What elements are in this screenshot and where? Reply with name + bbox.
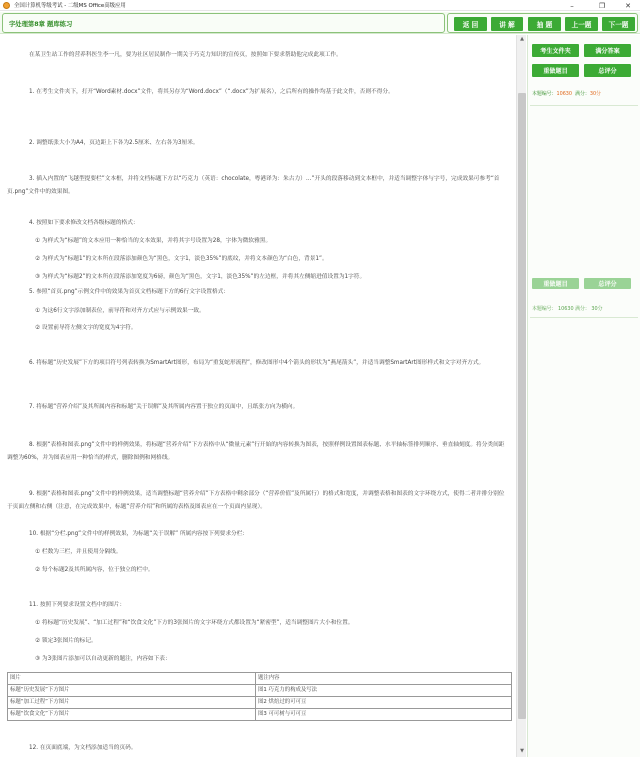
full-score-value: 30分 xyxy=(589,91,601,97)
close-icon[interactable]: ✕ xyxy=(625,1,631,10)
table-cell: 图3 可可树与可可豆 xyxy=(256,709,512,721)
question-item-10-2: ② 每个标题2及其所属内容，位于独立的栏中。 xyxy=(35,567,154,573)
caption-table xyxy=(7,672,512,721)
question-item-11-3: ③ 为3张图片添加可以自动更新的题注，内容如下表： xyxy=(35,656,171,662)
table-cell: 标题“历史发展”下方图片 xyxy=(8,685,256,697)
question-item-5: 5. 参照“首页.png”示例文件中的效果为首页文档标题下方的6行文字设置格式： xyxy=(29,289,230,295)
question-item-8: 8. 根据“表格和图表.png”文件中的样例效果，将标题“营养介绍”下方表格中从“微量元素”行开始的内容转换为图表，按照样例设置图表标题、水平轴标签排列顺序、垂直轴刻度。将分类间距调整为60%，并为图表应用一种恰当的样式，删除图例和网格线。 xyxy=(7,442,505,461)
question-item-10-1: ① 栏数为三栏，并且使用分隔线。 xyxy=(35,549,122,555)
next-question-button[interactable]: 下一题 xyxy=(602,17,635,31)
window-titlebar xyxy=(0,0,640,11)
question-id-value: 10630 xyxy=(556,91,573,97)
redo-question-button[interactable]: 重做题目 xyxy=(532,64,579,77)
ghost-redo-button: 重做题目 xyxy=(532,278,579,289)
question-item-11: 11. 按照下列要求设置文档中的图片： xyxy=(29,602,126,608)
table-cell: 图2 烘焙过的可可豆 xyxy=(256,697,512,709)
table-cell: 图1 巧克力的构成及写法 xyxy=(256,685,512,697)
question-item-12: 12. 在页面底端，为文档添加适当的页码。 xyxy=(29,745,137,751)
previous-question-button[interactable]: 上一题 xyxy=(565,17,598,31)
question-item-4-1: ① 为样式为“标题”的文本应用一种恰当的文本效果，并将其字号设置为28，字体为微软雅黑。 xyxy=(35,238,272,244)
table-cell: 标题“加工过程”下方图片 xyxy=(8,697,256,709)
scroll-down-arrow-icon[interactable]: ▼ xyxy=(520,748,524,754)
section-title: 字处理第8章 题库练习 xyxy=(9,21,73,28)
toolbar-header xyxy=(0,12,640,34)
question-item-11-1: ① 将标题“历史发展”、“加工过程”和“饮食文化”下方的3张图片的文字环绕方式都设置为“紧密型”，适当调整图片大小和位置。 xyxy=(35,620,354,626)
question-id-label: 本题编号： xyxy=(532,91,557,97)
minimize-icon[interactable]: – xyxy=(570,1,574,10)
question-item-1: 1. 在考生文件夹下，打开“Word素材.docx”文件，将其另存为“Word.docx”（“.docx”为扩展名），之后所有的操作均基于此文件，否则不得分。 xyxy=(29,89,394,95)
table-cell: 标题“饮食文化”下方图片 xyxy=(8,709,256,721)
question-intro: 在某卫生站工作的营养科医生李一凡，要为社区居民制作一期关于巧克力知识的宣传页，按照如下要求帮助他完成此项工作。 xyxy=(29,52,342,58)
section-title-box xyxy=(2,13,445,33)
question-item-5-1: ① 为这6行文字添加制表位，前导符和对齐方式应与示例效果一致。 xyxy=(35,308,205,314)
document-scrollbar[interactable] xyxy=(516,35,526,757)
app-logo-icon xyxy=(3,2,10,9)
scroll-thumb[interactable] xyxy=(518,93,526,719)
total-score-button[interactable]: 总评分 xyxy=(584,64,631,77)
full-score-label: 满分： xyxy=(575,91,590,97)
full-answer-button[interactable]: 满分答案 xyxy=(584,44,631,57)
table-row xyxy=(8,685,512,697)
question-item-10: 10. 根据“分栏.png”文件中的样例效果，为标题“关于误解” 所属内容按下列要求分栏： xyxy=(29,531,249,537)
draw-question-button[interactable]: 抽 题 xyxy=(528,17,561,31)
question-document xyxy=(0,35,527,757)
maximize-icon[interactable]: ❐ xyxy=(598,1,606,10)
question-item-6: 6. 将标题“历史发展”下方的项目符号列表转换为SmartArt图形，布局为“重复蛇形流程”，修改图形中4个箭头的形状为“燕尾箭头”，并适当调整SmartArt图形样式和文字对齐方式。 xyxy=(29,360,485,366)
question-item-5-2: ② 设置前导符左侧文字的宽度为4字符。 xyxy=(35,325,137,331)
table-row xyxy=(8,697,512,709)
nav-button-group xyxy=(447,13,638,33)
question-item-2: 2. 调整纸张大小为A4，页边距上下各为2.5厘米、左右各为3厘米。 xyxy=(29,140,199,146)
ghost-score-button: 总评分 xyxy=(584,278,631,289)
question-item-7: 7. 将标题“营养介绍”及其所属内容和标题“关于误解”及其所属内容置于独立的页面中，且纸张方向为横向。 xyxy=(29,404,299,410)
student-folder-button[interactable]: 考生文件夹 xyxy=(532,44,579,57)
panel-divider xyxy=(530,317,638,318)
question-item-4-2: ② 为样式为“标题1”的文本所在段落添加颜色为“黑色，文字1，淡色35%”的底纹，并将文本颜色为“白色，背景1”。 xyxy=(35,256,328,262)
ghost-question-info: 本题编号： 10630 满分： 30分 xyxy=(532,306,603,312)
question-info xyxy=(532,90,601,97)
table-row xyxy=(8,709,512,721)
back-button[interactable]: 返 回 xyxy=(454,17,487,31)
question-item-4-3: ③ 为样式为“标题2”的文本所在段落添加宽度为6磅，颜色为“黑色，文字1，淡色35%”的左边框，并将其左侧缩进值设置为1字符。 xyxy=(35,274,366,280)
question-item-4: 4. 按照如下要求修改文档各级标题的格式： xyxy=(29,220,139,226)
explain-button[interactable]: 讲 解 xyxy=(491,17,523,31)
question-item-3: 3. 插入内置的“飞越型提要栏”文本框，并将文档标题下方以“巧克力（英语：chocolate，粤港译为：朱古力）…”开头的段落移动到文本框中，并适当调整字体与字号，完成效果可参考“首页.png”文件中的效果图。 xyxy=(7,176,500,195)
table-header-cell: 图片 xyxy=(8,673,256,685)
panel-divider xyxy=(530,105,638,106)
table-header-row xyxy=(8,673,512,685)
right-side-panel xyxy=(527,35,640,757)
scroll-up-arrow-icon[interactable]: ▲ xyxy=(520,36,524,42)
question-content xyxy=(7,35,515,757)
table-header-cell: 题注内容 xyxy=(256,673,512,685)
question-item-9: 9. 根据“表格和图表.png”文件中的样例效果，适当调整标题“营养介绍”下方表格中剩余部分（“营养价值”及所属行）的格式和宽度，并调整表格和图表的文字环绕方式，使得二者并排分别位于页面左侧和右侧（注意，在完成效果中，标题“营养介绍”和所属的表格及图表应在一个页面内显现）。 xyxy=(7,491,505,510)
window-title: 全国计算机等级考试 - 二级MS Office高级应用 xyxy=(14,3,126,9)
question-item-11-2: ② 锁定3张图片的标记。 xyxy=(35,638,97,644)
